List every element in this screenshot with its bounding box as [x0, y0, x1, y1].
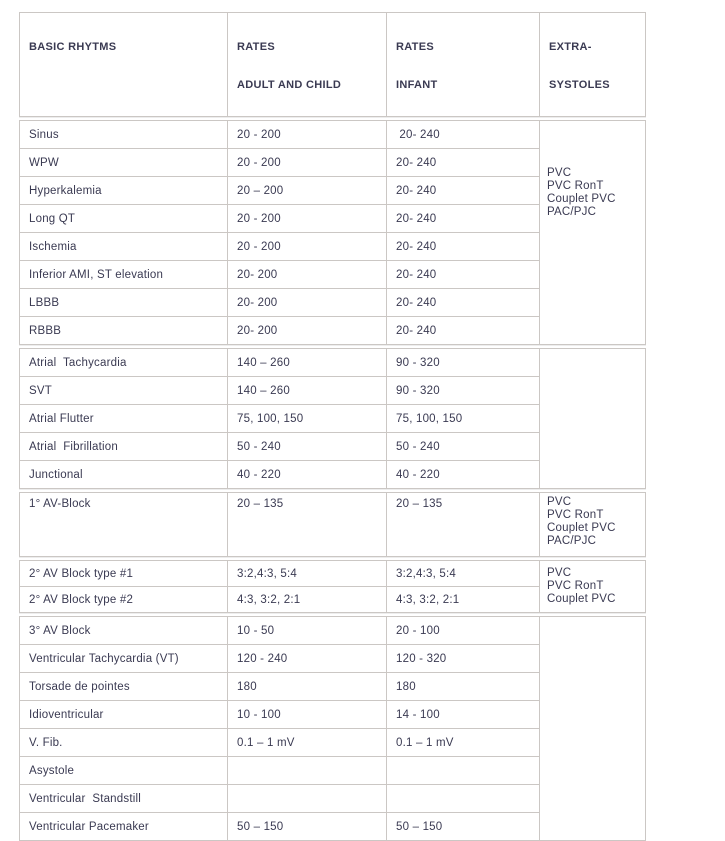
rhythm-cell: Ventricular Tachycardia (VT) — [20, 645, 228, 673]
rate-adult-child-cell: 20 - 200 — [228, 149, 387, 177]
rate-adult-child-cell: 20- 200 — [228, 317, 387, 345]
extra-systoles-cell — [540, 617, 646, 841]
header-line: EXTRA- — [549, 41, 592, 53]
rate-infant-cell: 75, 100, 150 — [387, 405, 540, 433]
extra-systoles-line: PVC — [547, 496, 572, 508]
rhythm-cell: V. Fib. — [20, 729, 228, 757]
rate-infant-cell: 20- 240 — [387, 121, 540, 149]
rate-adult-child-cell: 20 – 200 — [228, 177, 387, 205]
extra-systoles-line: PVC RonT — [547, 180, 604, 192]
rhythm-cell: SVT — [20, 377, 228, 405]
rate-adult-child-cell: 140 – 260 — [228, 377, 387, 405]
rhythm-section-c — [19, 492, 646, 557]
rhythm-cell: 3° AV Block — [20, 617, 228, 645]
header-line: RATES — [237, 41, 275, 53]
rhythm-section-a — [19, 120, 646, 345]
header-basic-rhythms — [20, 13, 228, 117]
rhythm-cell: 2° AV Block type #1 — [20, 561, 228, 587]
rhythm-cell: 1° AV-Block — [20, 493, 228, 557]
rate-infant-cell: 20 – 135 — [387, 493, 540, 557]
rate-infant-cell: 90 - 320 — [387, 349, 540, 377]
table-row — [20, 561, 646, 587]
rate-infant-cell: 20- 240 — [387, 317, 540, 345]
rhythm-cell: Inferior AMI, ST elevation — [20, 261, 228, 289]
rate-infant-cell: 50 – 150 — [387, 813, 540, 841]
rate-adult-child-cell: 20 - 200 — [228, 233, 387, 261]
basic-rhythms-table — [19, 12, 646, 841]
rate-infant-cell: 20- 240 — [387, 205, 540, 233]
rate-adult-child-cell: 40 - 220 — [228, 461, 387, 489]
rate-infant-cell — [387, 785, 540, 813]
extra-systoles-line: PAC/PJC — [547, 206, 597, 218]
rhythm-cell: Junctional — [20, 461, 228, 489]
header-rates-adult-child — [228, 13, 387, 117]
rate-adult-child-cell — [228, 785, 387, 813]
rhythm-cell: Ventricular Standstill — [20, 785, 228, 813]
rhythm-cell: Ventricular Pacemaker — [20, 813, 228, 841]
table-row — [20, 121, 646, 149]
header-rates-infant — [387, 13, 540, 117]
rate-infant-cell: 4:3, 3:2, 2:1 — [387, 587, 540, 613]
rhythm-cell: 2° AV Block type #2 — [20, 587, 228, 613]
rhythm-cell: Torsade de pointes — [20, 673, 228, 701]
rate-adult-child-cell: 20- 200 — [228, 289, 387, 317]
rhythm-cell: Long QT — [20, 205, 228, 233]
extra-systoles-cell — [540, 121, 646, 345]
rate-adult-child-cell: 140 – 260 — [228, 349, 387, 377]
extra-systoles-line: PVC RonT — [547, 580, 604, 592]
rhythm-cell: Atrial Tachycardia — [20, 349, 228, 377]
table-body-sections — [19, 120, 646, 841]
extra-systoles-cell — [540, 349, 646, 489]
rhythm-cell: Ischemia — [20, 233, 228, 261]
rhythm-cell: Hyperkalemia — [20, 177, 228, 205]
rate-adult-child-cell: 75, 100, 150 — [228, 405, 387, 433]
rhythm-section-b — [19, 348, 646, 489]
rate-infant-cell: 90 - 320 — [387, 377, 540, 405]
rate-adult-child-cell: 20- 200 — [228, 261, 387, 289]
rhythm-cell: Atrial Fibrillation — [20, 433, 228, 461]
rate-adult-child-cell: 20 - 200 — [228, 121, 387, 149]
rate-adult-child-cell: 120 - 240 — [228, 645, 387, 673]
rate-infant-cell: 0.1 – 1 mV — [387, 729, 540, 757]
table-row — [20, 617, 646, 645]
rate-infant-cell: 20- 240 — [387, 289, 540, 317]
rhythm-cell: WPW — [20, 149, 228, 177]
rate-infant-cell — [387, 757, 540, 785]
rate-adult-child-cell: 50 – 150 — [228, 813, 387, 841]
rate-adult-child-cell: 20 – 135 — [228, 493, 387, 557]
rhythm-cell: Atrial Flutter — [20, 405, 228, 433]
header-row — [20, 13, 646, 117]
rate-adult-child-cell: 180 — [228, 673, 387, 701]
rhythm-cell: Sinus — [20, 121, 228, 149]
extra-systoles-line: Couplet PVC — [547, 593, 616, 605]
rate-infant-cell: 20 - 100 — [387, 617, 540, 645]
rate-infant-cell: 20- 240 — [387, 233, 540, 261]
header-line: BASIC RHYTMS — [29, 41, 117, 53]
rhythm-cell: Asystole — [20, 757, 228, 785]
rate-infant-cell: 3:2,4:3, 5:4 — [387, 561, 540, 587]
rate-adult-child-cell: 10 - 50 — [228, 617, 387, 645]
header-line: INFANT — [396, 78, 438, 91]
rhythm-cell: LBBB — [20, 289, 228, 317]
rate-infant-cell: 180 — [387, 673, 540, 701]
rate-infant-cell: 40 - 220 — [387, 461, 540, 489]
extra-systoles-line: PAC/PJC — [547, 535, 597, 547]
rate-adult-child-cell — [228, 757, 387, 785]
rhythm-section-e — [19, 616, 646, 841]
rate-infant-cell: 50 - 240 — [387, 433, 540, 461]
rhythm-cell: Idioventricular — [20, 701, 228, 729]
rate-infant-cell: 20- 240 — [387, 261, 540, 289]
extra-systoles-line: PVC — [547, 567, 572, 579]
header-extra-systoles — [540, 13, 646, 117]
rate-infant-cell: 20- 240 — [387, 177, 540, 205]
extra-systoles-line: Couplet PVC — [547, 522, 616, 534]
rhythm-cell: RBBB — [20, 317, 228, 345]
extra-systoles-cell — [540, 561, 646, 613]
rate-adult-child-cell: 0.1 – 1 mV — [228, 729, 387, 757]
rate-adult-child-cell: 20 - 200 — [228, 205, 387, 233]
rhythm-section-d — [19, 560, 646, 613]
header-line: RATES — [396, 41, 434, 53]
table-row — [20, 493, 646, 557]
header-line: ADULT AND CHILD — [237, 78, 342, 91]
rate-infant-cell: 20- 240 — [387, 149, 540, 177]
extra-systoles-line: PVC RonT — [547, 509, 604, 521]
table-header-row — [19, 12, 646, 117]
extra-systoles-line: Couplet PVC — [547, 193, 616, 205]
rate-infant-cell: 120 - 320 — [387, 645, 540, 673]
extra-systoles-cell — [540, 493, 646, 557]
extra-systoles-line: PVC — [547, 167, 572, 179]
rate-infant-cell: 14 - 100 — [387, 701, 540, 729]
rate-adult-child-cell: 10 - 100 — [228, 701, 387, 729]
table-row — [20, 349, 646, 377]
rate-adult-child-cell: 50 - 240 — [228, 433, 387, 461]
rate-adult-child-cell: 4:3, 3:2, 2:1 — [228, 587, 387, 613]
rate-adult-child-cell: 3:2,4:3, 5:4 — [228, 561, 387, 587]
header-line: SYSTOLES — [549, 78, 610, 91]
